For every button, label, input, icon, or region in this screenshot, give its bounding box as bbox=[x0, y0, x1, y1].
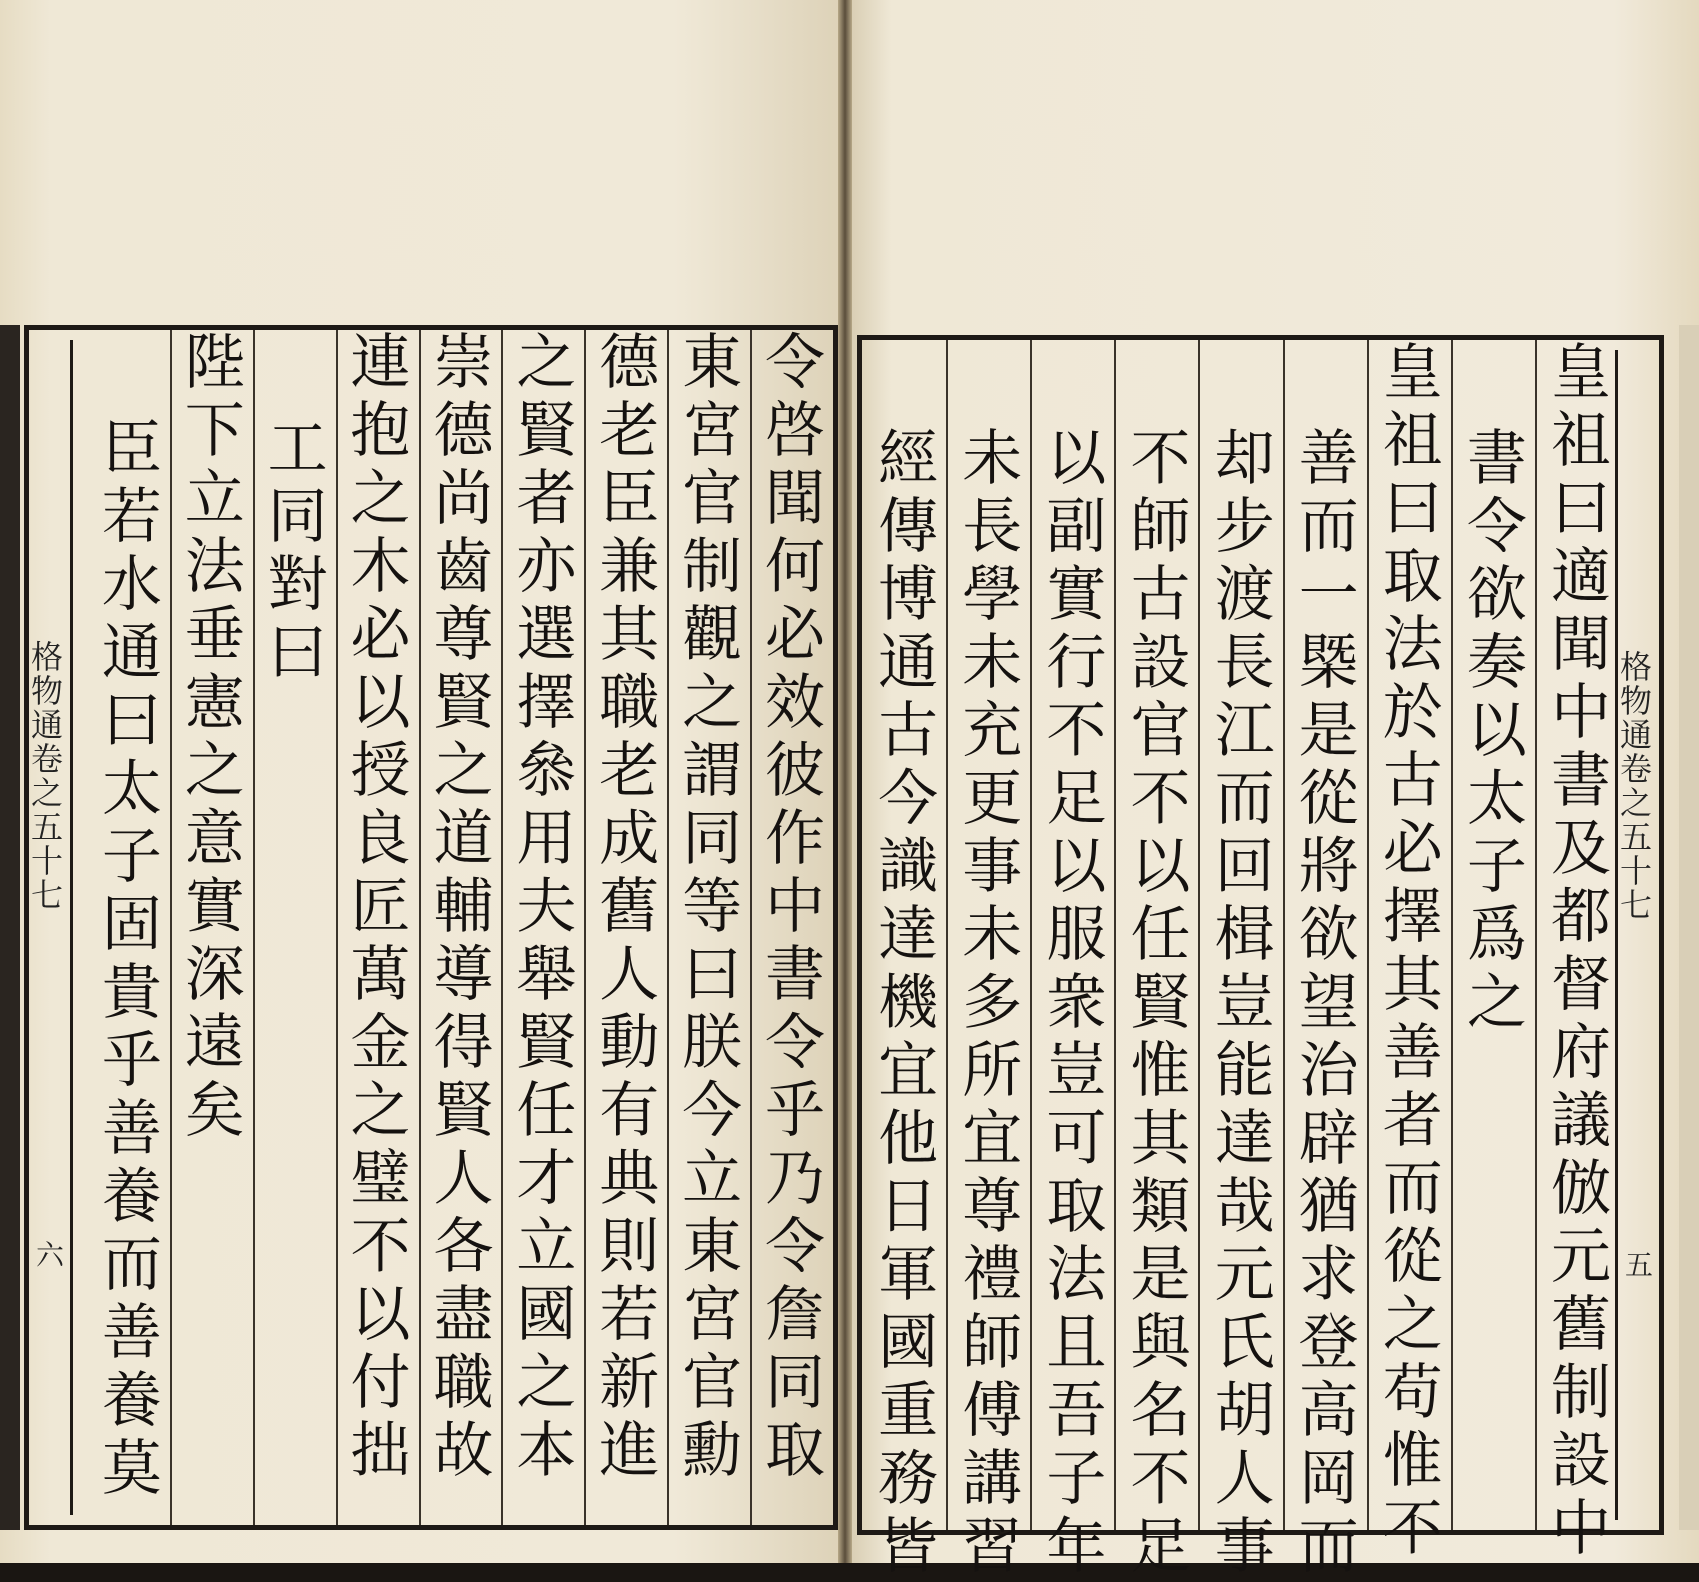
left-columns bbox=[87, 330, 833, 1525]
text-column bbox=[1114, 340, 1198, 1582]
column-text: 未長學未充更事未多所宜尊禮師傅講習 bbox=[952, 426, 1023, 1582]
text-column bbox=[667, 330, 750, 1525]
right-margin-strip bbox=[1615, 350, 1659, 1520]
text-column bbox=[946, 340, 1030, 1582]
right-columns bbox=[862, 340, 1619, 1582]
column-text: 令啓聞何必效彼作中書令乎乃令詹同取 bbox=[755, 330, 825, 1486]
column-text: 陛下立法垂憲之意實深遠矣 bbox=[174, 330, 245, 1146]
text-column bbox=[170, 330, 253, 1525]
text-column bbox=[1198, 340, 1282, 1582]
column-text: 臣若水通曰太子固貴乎善養而善養莫 bbox=[91, 416, 162, 1504]
column-text: 德老臣兼其職老成舊人動有典則若新進 bbox=[589, 330, 660, 1486]
text-column bbox=[750, 330, 833, 1525]
left-margin-number: 六 bbox=[32, 1240, 65, 1268]
column-text: 崇德尚齒尊賢之道輔導得賢人各盡職故 bbox=[423, 330, 494, 1486]
text-column bbox=[1367, 340, 1451, 1564]
text-column bbox=[584, 330, 667, 1525]
left-text-frame bbox=[24, 325, 838, 1530]
column-text: 東宮官制觀之謂同等曰朕今立東宮官勳 bbox=[672, 330, 743, 1486]
column-text: 連抱之木必以授良匠萬金之璧不以付拙 bbox=[340, 330, 411, 1486]
right-margin-number: 五 bbox=[1621, 1250, 1654, 1278]
column-text: 經傳博通古今識達機宜他日軍國重務皆 bbox=[868, 426, 939, 1582]
text-column bbox=[862, 340, 946, 1582]
column-text: 書令欲奏以太子爲之 bbox=[1456, 426, 1527, 1038]
column-text: 皇祖曰適聞中書及都督府議倣元舊制設中 bbox=[1541, 340, 1611, 1564]
column-text: 不師古設官不以任賢惟其類是與名不足 bbox=[1120, 426, 1191, 1582]
column-text: 之賢者亦選擇叅用夫舉賢任才立國之本 bbox=[506, 330, 577, 1486]
text-column bbox=[253, 330, 336, 1525]
book-gutter bbox=[838, 0, 852, 1563]
text-column bbox=[419, 330, 502, 1525]
right-text-frame bbox=[857, 335, 1664, 1582]
right-margin-title: 格物通卷之五十七 bbox=[1615, 650, 1653, 922]
column-text: 善而一槩是從將欲望治辟猶求登高岡而 bbox=[1288, 426, 1359, 1582]
text-column bbox=[1030, 340, 1114, 1582]
left-margin-strip bbox=[26, 340, 73, 1515]
left-edge bbox=[0, 325, 20, 1530]
column-text: 以副實行不足以服衆豈可取法且吾子年 bbox=[1036, 426, 1107, 1582]
text-column bbox=[1451, 340, 1535, 1530]
left-margin-title: 格物通卷之五十七 bbox=[26, 640, 64, 912]
text-column bbox=[1535, 340, 1619, 1564]
column-text: 皇祖曰取法於古必擇其善者而從之苟惟不 bbox=[1372, 340, 1443, 1564]
text-column bbox=[87, 330, 170, 1525]
text-column bbox=[336, 330, 419, 1525]
text-column bbox=[1283, 340, 1367, 1582]
right-edge bbox=[1679, 325, 1699, 1530]
text-column bbox=[501, 330, 584, 1525]
column-text: 工同對曰 bbox=[257, 416, 328, 688]
column-text: 却步渡長江而回楫豈能達哉元氏胡人事 bbox=[1204, 426, 1275, 1582]
